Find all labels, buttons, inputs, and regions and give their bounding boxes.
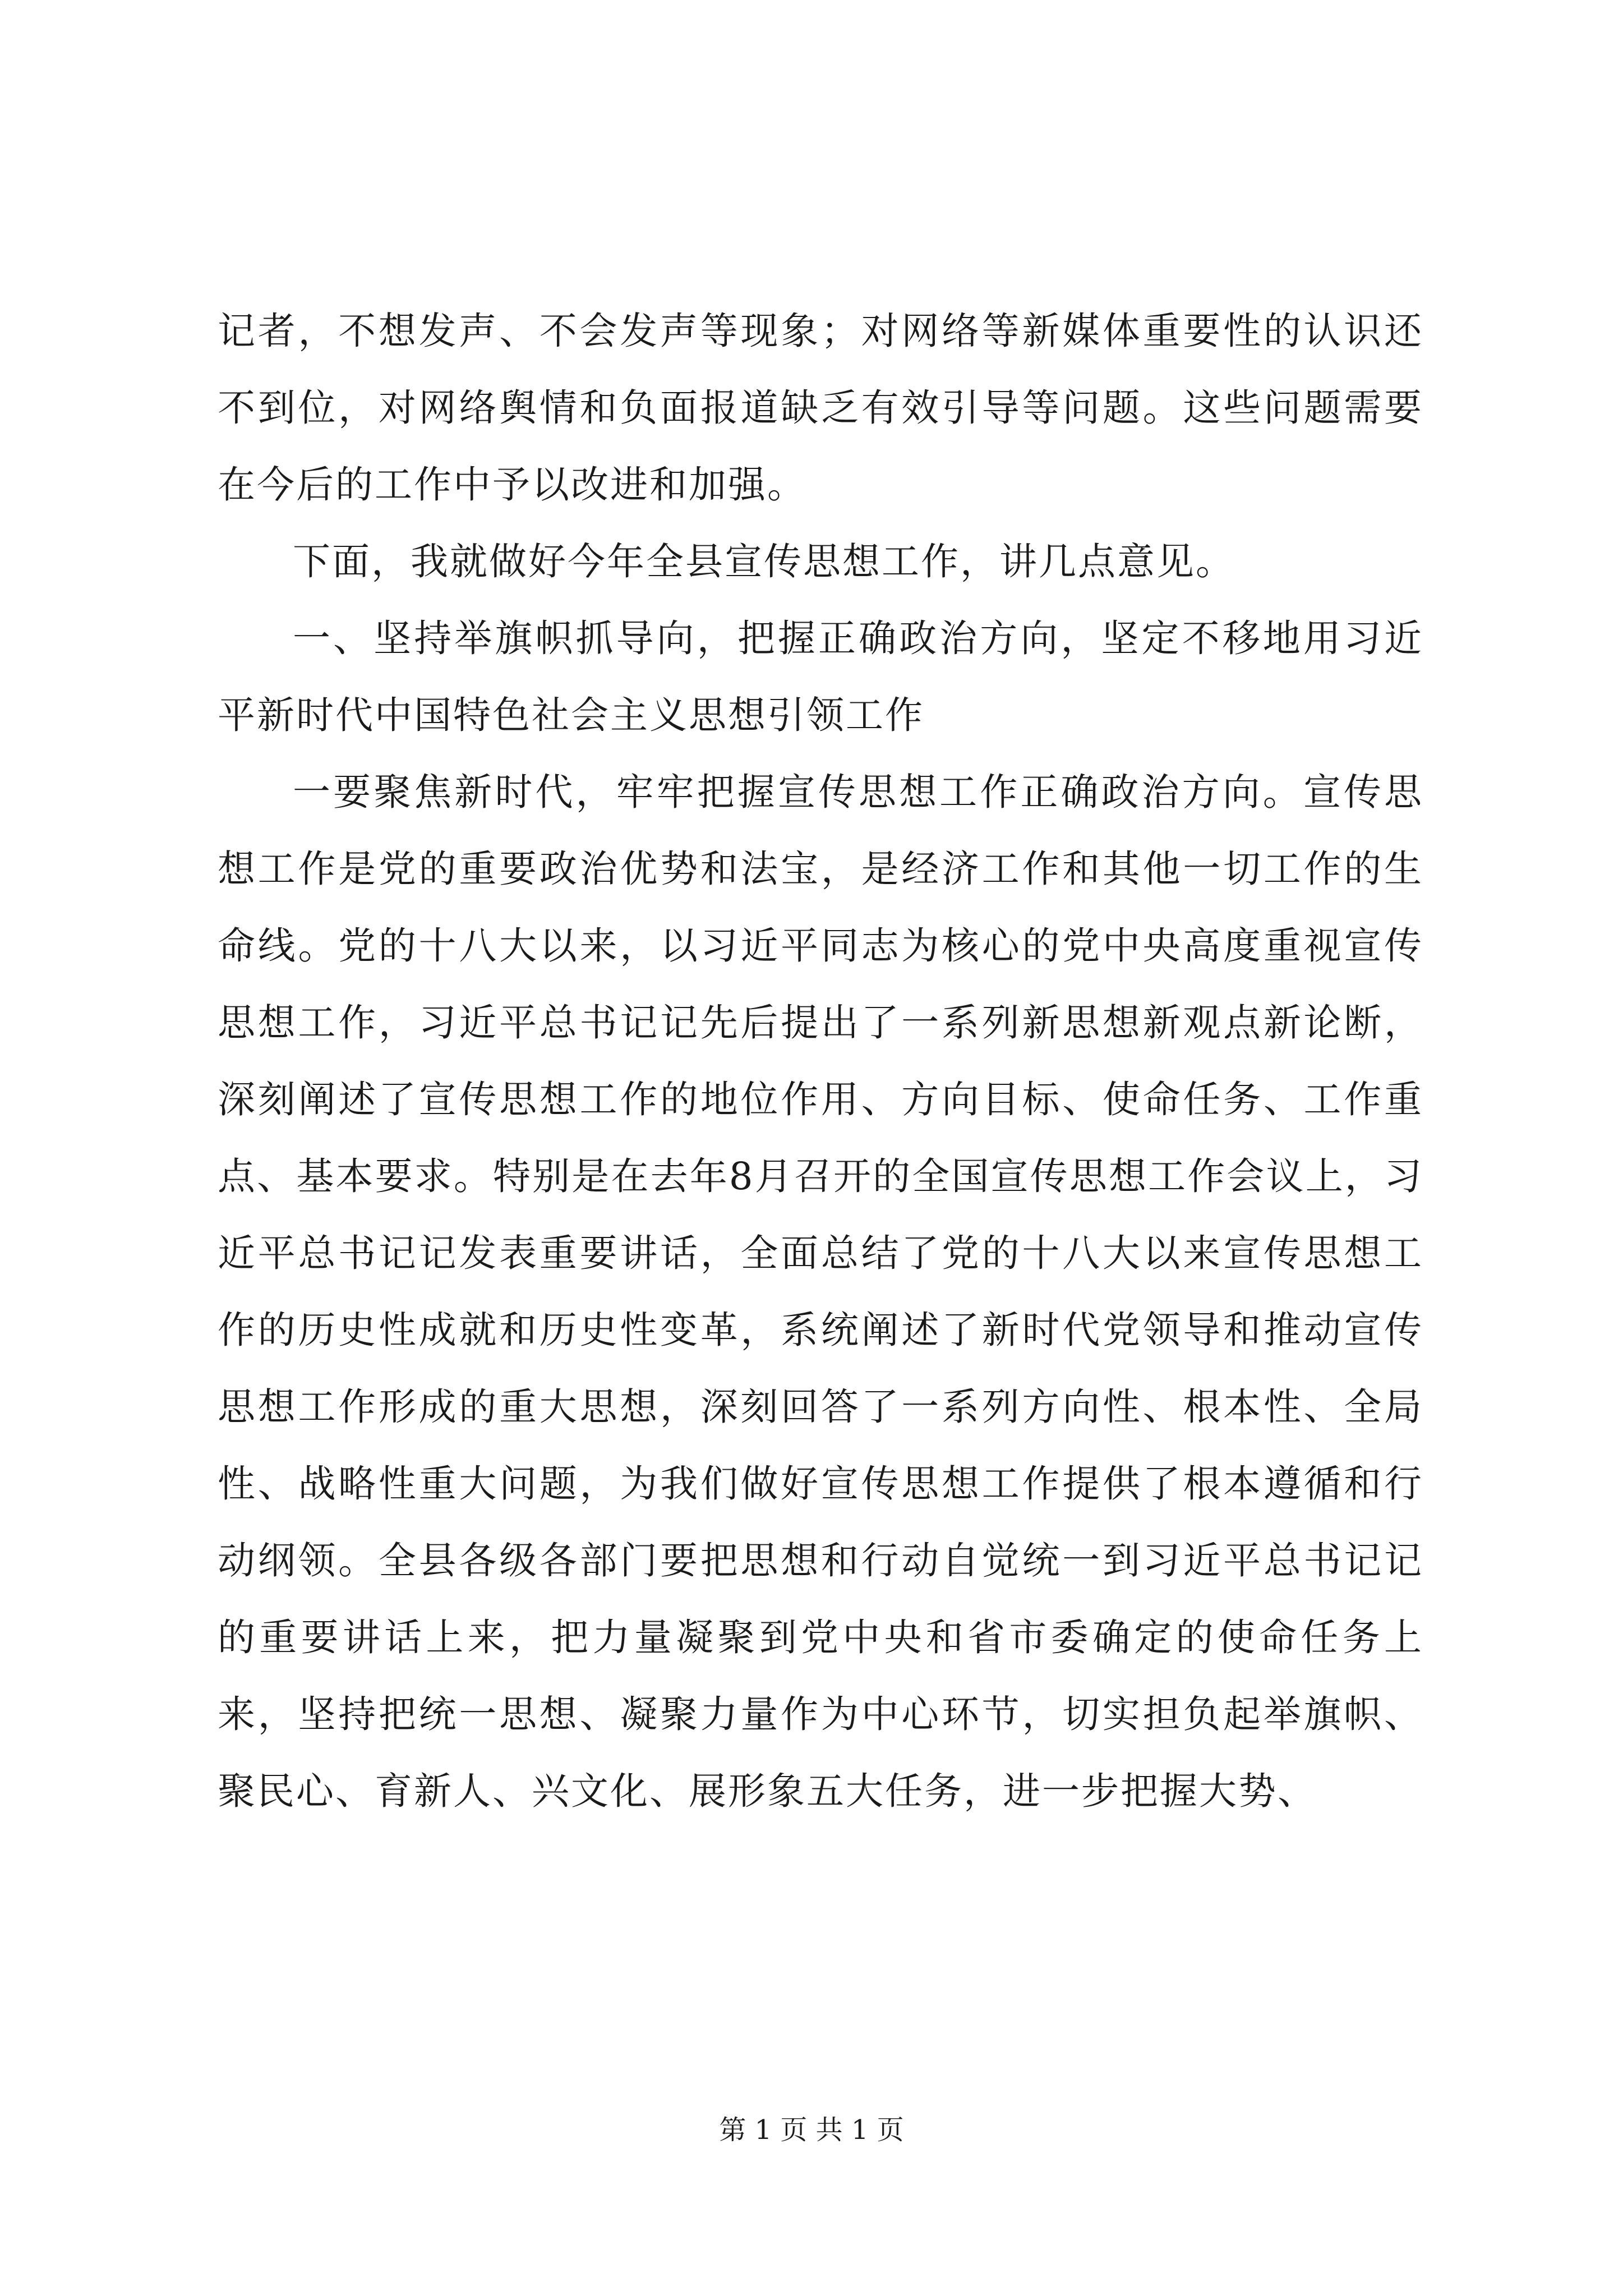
page-number: 第 1 页 共 1 页	[719, 2114, 904, 2146]
document-body	[218, 293, 1423, 1830]
paragraph-body: 一要聚焦新时代，牢牢把握宣传思想工作正确政治方向。宣传思想工作是党的重要政治优势和法宝，是经济工作和其他一切工作的生命线。党的十八大以来，以习近平同志为核心的党中央高度重视宣传思想工作，习近平总书记记先后提出了一系列新思想新观点新论断，深刻阐述了宣传思想工作的地位作用、方向目标、使命任务、工作重点、基本要求。特别是在去年8月召开的全国宣传思想工作会议上，习近平总书记记发表重要讲话，全面总结了党的十八大以来宣传思想工作的历史性成就和历史性变革，系统阐述了新时代党领导和推动宣传思想工作形成的重大思想，深刻回答了一系列方向性、根本性、全局性、战略性重大问题，为我们做好宣传思想工作提供了根本遵循和行动纲领。全县各级各部门要把思想和行动自觉统一到习近平总书记记的重要讲话上来，把力量凝聚到党中央和省市委确定的使命任务上来，坚持把统一思想、凝聚力量作为中心环节，切实担负起举旗帜、聚民心、育新人、兴文化、展形象五大任务，进一步把握大势、	[218, 770, 1423, 1813]
paragraph-continuation: 记者，不想发声、不会发声等现象；对网络等新媒体重要性的认识还不到位，对网络舆情和负面报道缺乏有效引导等问题。这些问题需要在今后的工作中予以改进和加强。	[218, 309, 1423, 507]
page-footer	[0, 2108, 1623, 2147]
section-heading: 一、坚持举旗帜抓导向，把握正确政治方向，坚定不移地用习近平新时代中国特色社会主义思想引领工作	[218, 616, 1423, 737]
paragraph-intro: 下面，我就做好今年全县宣传思想工作，讲几点意见。	[293, 540, 1235, 583]
